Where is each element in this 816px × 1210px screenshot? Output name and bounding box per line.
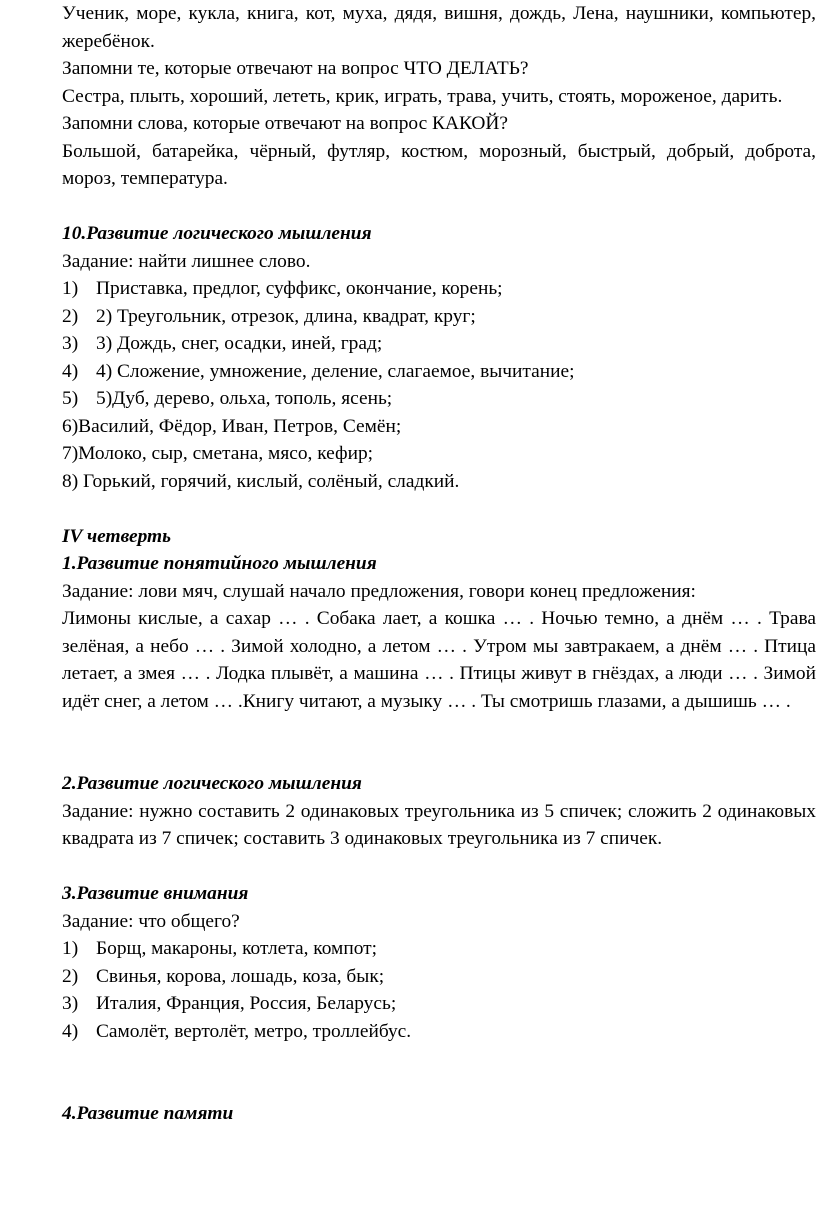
task-text: Задание: лови мяч, слушай начало предложения, говори конец предложения: [62, 580, 696, 602]
section-heading: 1.Развитие понятийного мышления [62, 553, 377, 574]
list-item: 6)Василий, Фёдор, Иван, Петров, Семён; [62, 415, 402, 437]
question-which: Запомни слова, которые отвечают на вопрос КАКОЙ? [62, 113, 509, 134]
section-heading: 10.Развитие логического мышления [62, 223, 372, 244]
section-heading: 4.Развитие памяти [62, 1103, 234, 1124]
list-item: 8) Горький, горячий, кислый, солёный, сладкий. [62, 470, 460, 492]
sentence-exercise: Лимоны кислые, а сахар … . Собака лает, а кошка … . Ночью темно, а днём … . Трава зелёная, а небо … . Зимой холодно, а летом … . Утром мы завтракаем, а днём … . Птица летает, а змея … . Лодка плывёт, а машина … . Птицы живут в гнёздах, а люди … . Зимой идёт снег, а летом … .Книгу читают, а музыку … . Ты смотришь глазами, а дышишь … . [62, 608, 816, 712]
document-page [62, 0, 816, 1128]
list-item: 2) 2) Треугольник, отрезок, длина, квадрат, круг; [62, 305, 476, 327]
list-item: 4) 4) Сложение, умножение, деление, слагаемое, вычитание; [62, 360, 575, 382]
list-item: 7)Молоко, сыр, сметана, мясо, кефир; [62, 443, 374, 464]
list-item: 2) Свинья, корова, лошадь, коза, бык; [62, 965, 385, 987]
section-heading: 2.Развитие логического мышления [62, 773, 362, 794]
list-item: 3) Италия, Франция, Россия, Беларусь; [62, 993, 397, 1014]
list-item: 5) 5)Дуб, дерево, ольха, тополь, ясень; [62, 388, 393, 409]
word-list-3: Большой, батарейка, чёрный, футляр, костюм, морозный, быстрый, добрый, доброта, мороз, температура. [62, 140, 816, 189]
task-text: Задание: нужно составить 2 одинаковых треугольника из 5 спичек; сложить 2 одинаковых квадрата из 7 спичек; составить 3 одинаковых треугольника из 7 спичек. [62, 800, 816, 849]
section-heading: 3.Развитие внимания [62, 883, 249, 904]
quarter-heading: IV четверть [62, 525, 172, 547]
list-item: 3) 3) Дождь, снег, осадки, иней, град; [62, 333, 383, 354]
word-list-1: Ученик, море, кукла, книга, кот, муха, дядя, вишня, дождь, Лена, наушники, компьютер, жеребёнок. [62, 3, 816, 52]
list-item: 4) Самолёт, вертолёт, метро, троллейбус. [62, 1020, 412, 1042]
list-item: 1) Борщ, макароны, котлета, компот; [62, 938, 377, 959]
task-text: Задание: что общего? [62, 910, 240, 932]
question-what-to-do: Запомни те, которые отвечают на вопрос ЧТО ДЕЛАТЬ? [62, 58, 529, 79]
word-list-2: Сестра, плыть, хороший, лететь, крик, играть, трава, учить, стоять, мороженое, дарить. [62, 85, 783, 107]
list-item: 1) Приставка, предлог, суффикс, окончание, корень; [62, 278, 503, 299]
task-text: Задание: найти лишнее слово. [62, 250, 311, 272]
